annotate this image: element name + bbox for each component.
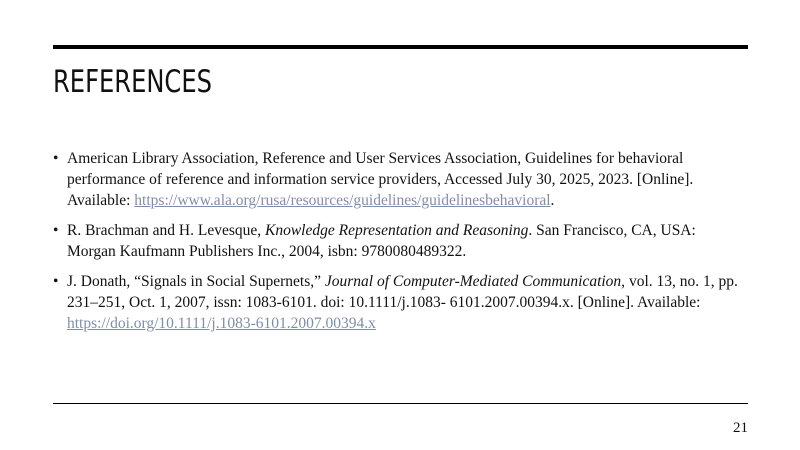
page-number: 21 [733, 420, 748, 436]
reference-link[interactable]: https://doi.org/10.1111/j.1083-6101.2007.00394.x [67, 315, 376, 332]
reference-text: J. Donath, “Signals in Social Supernets,” [67, 273, 325, 290]
reference-item-ala [53, 148, 743, 211]
top-divider [53, 45, 748, 49]
reference-item-donath [53, 271, 743, 334]
reference-text: American Library Association, Reference and User Services Association, Guidelines for behavioral performance of reference and information service providers, Accessed July 30, 2025, 2023. [Online]. Available: [67, 150, 694, 209]
reference-text-end: . San Francisco, CA, USA: Morgan Kaufmann Publishers Inc., 2004, isbn: 9780080489322. [67, 222, 696, 260]
reference-link[interactable]: https://www.ala.org/rusa/resources/guidelines/guidelinesbehavioral [134, 192, 551, 209]
reference-item-brachman [53, 220, 743, 262]
bullet: • [53, 150, 59, 167]
bottom-divider [53, 403, 748, 404]
bullet: • [53, 222, 59, 239]
slide-title: REFERENCES [53, 64, 212, 100]
reference-journal-italic: Journal of Computer-Mediated Communication, [324, 273, 626, 290]
reference-title-italic: Knowledge Representation and Reasoning [265, 222, 529, 239]
bullet: • [53, 273, 59, 290]
reference-text: R. Brachman and H. Levesque, [67, 222, 265, 239]
reference-text-end: . [550, 192, 555, 209]
reference-list [53, 148, 743, 343]
reference-text-middle: vol. 13, no. 1, pp. 231–251, Oct. 1, 2007, issn: 1083-6101. doi: 10.1111/j.1083- 6101.2007.00394.x. [Online]. Available: [67, 273, 738, 311]
